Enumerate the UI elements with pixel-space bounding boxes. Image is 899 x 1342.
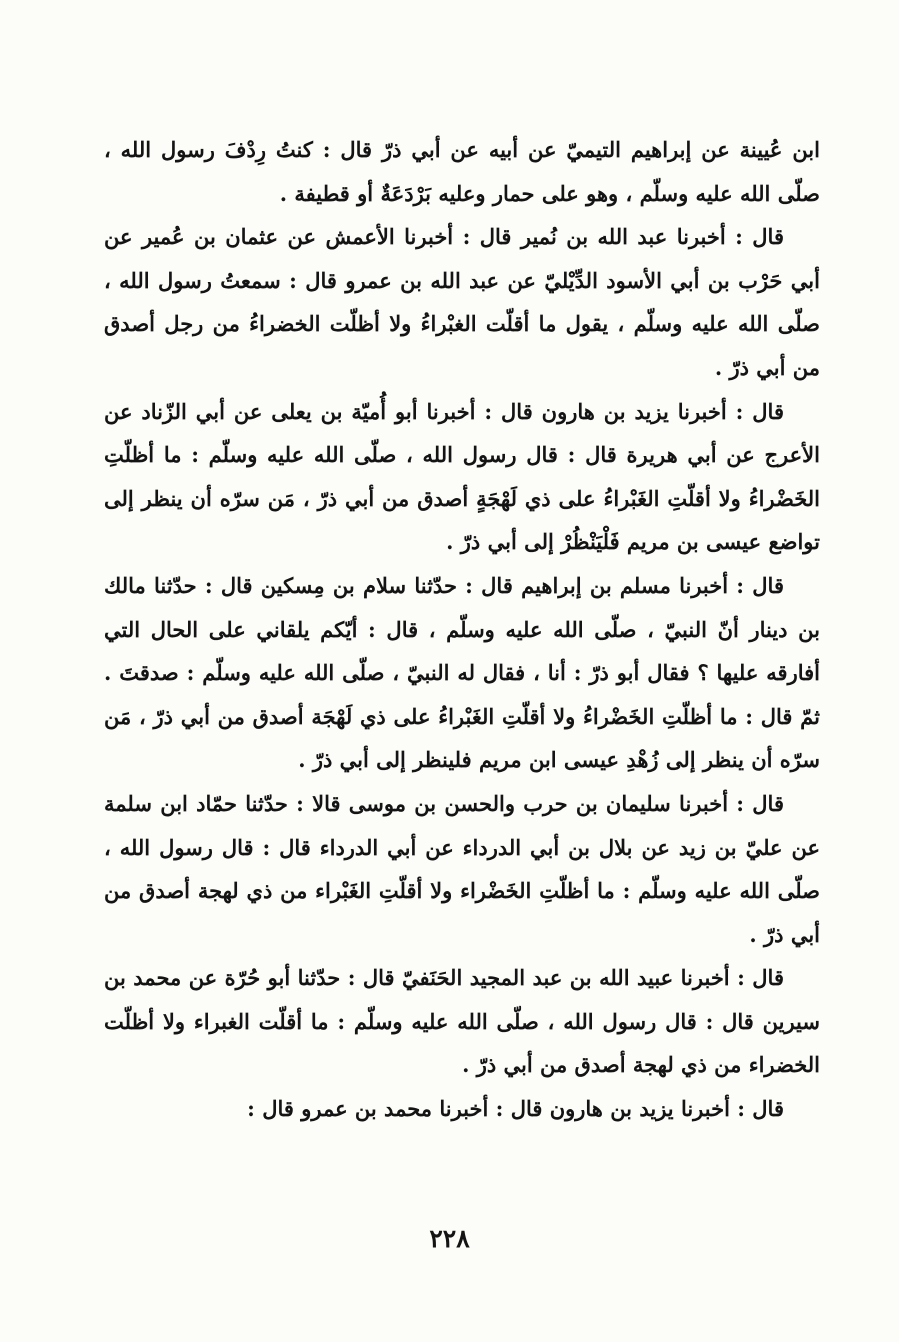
paragraph-3: قال : أخبرنا يزيد بن هارون قال : أخبرنا أبو أُميّة بن يعلى عن أبي الزّناد عن الأعرج عن أبي هريرة قال : قال رسول الله ، صلّى الله عليه وسلّم : ما أظلّتِ الخَضْراءُ ولا أقلّتِ الغَبْراءُ على ذي لَهْجَةٍ أصدق من أبي ذرّ ، مَن سرّه أن ينظر إلى تواضع عيسى بن مريم فَلْيَنْظُرْ إلى أبي ذرّ . <box>104 398 820 555</box>
paragraph-6: قال : أخبرنا عبيد الله بن عبد المجيد الحَنَفيّ قال : حدّثنا أبو حُرّة عن محمد بن سيرين قال : قال رسول الله ، صلّى الله عليه وسلّم : ما أقلّت الغبراء ولا أظلّت الخضراء من ذي لهجة أصدق من أبي ذرّ . <box>104 965 820 1078</box>
paragraph-2: قال : أخبرنا عبد الله بن نُمير قال : أخبرنا الأعمش عن عثمان بن عُمير عن أبي حَرْب بن أبي الأسود الدِّيْليّ عن عبد الله بن عمرو قال : سمعتُ رسول الله ، صلّى الله عليه وسلّم ، يقول ما أقلّت الغبْراءُ ولا أظلّت الخضراءُ من رجل أصدق من أبي ذرّ . <box>104 224 820 380</box>
paragraph-7: قال : أخبرنا يزيد بن هارون قال : أخبرنا محمد بن عمرو قال : <box>247 1096 784 1122</box>
paragraph-5: قال : أخبرنا سليمان بن حرب والحسن بن موسى قالا : حدّثنا حمّاد ابن سلمة عن عليّ بن زيد عن بلال بن أبي الدرداء عن أبي الدرداء قال : قال رسول الله ، صلّى الله عليه وسلّم : ما أظلّتِ الخَضْراء ولا أقلّتِ الغَبْراء من ذي لهجة أصدق من أبي ذرّ . <box>104 790 820 947</box>
paragraph-1: ابن عُيينة عن إبراهيم التيميّ عن أبيه عن أبي ذرّ قال : كنتُ رِدْفَ رسول الله ، صلّى الله عليه وسلّم ، وهو على حمار وعليه بَرْدَعَةٌ أو قطيفة . <box>104 137 820 206</box>
paragraph-4: قال : أخبرنا مسلم بن إبراهيم قال : حدّثنا سلام بن مِسكين قال : حدّثنا مالك بن دينار أنّ النبيّ ، صلّى الله عليه وسلّم ، قال : أيّكم يلقاني على الحال التي أفارقه عليها ؟ فقال أبو ذرّ : أنا ، فقال له النبيّ ، صلّى الله عليه وسلّم : صدقتَ . ثمّ قال : ما أظلّتِ الخَضْراءُ ولا أقلّتِ الغَبْراءُ على ذي لَهْجَة أصدق من أبي ذرّ ، مَن سرّه أن ينظر إلى زُهْدِ عيسى ابن مريم فلينظر إلى أبي ذرّ . <box>104 572 820 773</box>
page-number: ٢٢٨ <box>429 1224 470 1253</box>
page-body-text <box>104 128 820 1131</box>
